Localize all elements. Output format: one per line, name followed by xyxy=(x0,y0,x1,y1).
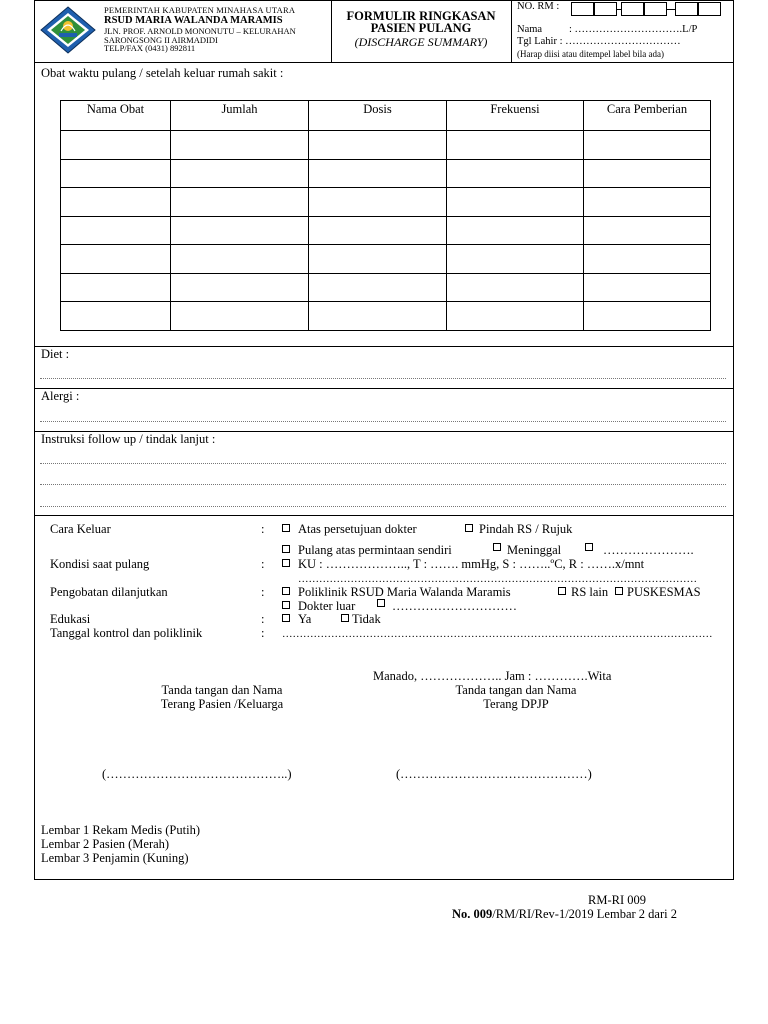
checkbox-ku[interactable] xyxy=(282,559,290,567)
form-title-line-1: FORMULIR RINGKASAN xyxy=(346,9,496,23)
col-cara-pemberian: Cara Pemberian xyxy=(584,101,711,131)
hospital-name: RSUD MARIA WALANDA MARAMIS xyxy=(104,15,283,26)
address-line-1: JLN. PROF. ARNOLD MONONUTU – KELURAHAN xyxy=(104,26,296,36)
divider-details xyxy=(34,515,734,516)
edukasi-label: Edukasi xyxy=(50,612,91,626)
opt-dokter-luar: Dokter luar xyxy=(298,599,356,613)
checkbox-lainnya[interactable] xyxy=(585,543,593,551)
table-cell[interactable] xyxy=(584,131,711,160)
checkbox-tidak[interactable] xyxy=(341,614,349,622)
table-cell[interactable] xyxy=(171,273,309,302)
table-cell[interactable] xyxy=(61,188,171,217)
checkbox-rs-lain[interactable] xyxy=(558,587,566,595)
diet-label: Diet : xyxy=(41,347,70,361)
table-cell[interactable] xyxy=(584,302,711,331)
sign-left-name[interactable]: (……………………………………..) xyxy=(102,767,292,781)
diet-field[interactable] xyxy=(40,378,726,379)
sign-right-line-2: Terang DPJP xyxy=(483,697,549,711)
form-number xyxy=(452,907,677,921)
opt-permintaan-sendiri: Pulang atas permintaan sendiri xyxy=(298,543,452,557)
checkbox-dokter-luar-2[interactable] xyxy=(377,599,385,607)
instruksi-line-1[interactable] xyxy=(40,463,726,464)
instruksi-label: Instruksi follow up / tindak lanjut : xyxy=(41,432,216,446)
table-cell[interactable] xyxy=(447,159,584,188)
opt-persetujuan-dokter: Atas persetujuan dokter xyxy=(298,522,417,536)
table-row xyxy=(61,302,711,331)
table-cell[interactable] xyxy=(171,159,309,188)
opt-tidak: Tidak xyxy=(352,612,381,626)
opt-lainnya-dots[interactable]: …………………. xyxy=(603,543,694,557)
table-row xyxy=(61,245,711,274)
alergi-field[interactable] xyxy=(40,421,726,422)
rm-box-1[interactable] xyxy=(571,2,594,16)
tgl-lahir-field[interactable]: Tgl Lahir : …………………………… xyxy=(517,36,681,47)
rm-box-2[interactable] xyxy=(594,2,617,16)
table-row xyxy=(61,131,711,160)
instruksi-line-2[interactable] xyxy=(40,484,726,485)
instruksi-line-3[interactable] xyxy=(40,506,726,507)
phone-line: TELP/FAX (0431) 892811 xyxy=(104,43,196,53)
checkbox-persetujuan[interactable] xyxy=(282,524,290,532)
sign-left-line-2: Terang Pasien /Keluarga xyxy=(160,697,284,711)
opt-rs-lain: RS lain xyxy=(571,585,609,599)
table-cell[interactable] xyxy=(584,245,711,274)
form-title-line-2: PASIEN PULANG xyxy=(370,21,472,35)
table-cell[interactable] xyxy=(309,188,447,217)
table-cell[interactable] xyxy=(61,131,171,160)
rm-box-3[interactable] xyxy=(621,2,644,16)
table-cell[interactable] xyxy=(61,302,171,331)
sign-right-line-1: Tanda tangan dan Nama xyxy=(455,683,577,697)
table-cell[interactable] xyxy=(309,245,447,274)
checkbox-puskesmas[interactable] xyxy=(615,587,623,595)
form-code: RM-RI 009 xyxy=(588,893,646,907)
table-cell[interactable] xyxy=(61,245,171,274)
kondisi-label: Kondisi saat pulang xyxy=(50,557,150,571)
address-line-2: SARONGSONG II AIRMADIDI xyxy=(104,35,218,45)
copy-line-1: Lembar 1 Rekam Medis (Putih) xyxy=(41,823,200,837)
table-cell[interactable] xyxy=(309,159,447,188)
col-dosis: Dosis xyxy=(309,101,447,131)
opt-meninggal: Meninggal xyxy=(507,543,562,557)
table-cell[interactable] xyxy=(447,131,584,160)
kondisi-vitals[interactable]: KU : ……………….., T : ……. mmHg, S : ……..ºC, R : …….x/mnt xyxy=(298,557,645,571)
checkbox-poliklinik[interactable] xyxy=(282,587,290,595)
checkbox-meninggal[interactable] xyxy=(493,543,501,551)
table-cell[interactable] xyxy=(309,216,447,245)
checkbox-ya[interactable] xyxy=(282,614,290,622)
hospital-logo-icon xyxy=(39,5,97,55)
table-cell[interactable] xyxy=(584,216,711,245)
table-row xyxy=(61,273,711,302)
divider-diet xyxy=(34,346,734,347)
gov-name: PEMERINTAH KABUPATEN MINAHASA UTARA xyxy=(104,5,296,15)
label-note: (Harap diisi atau ditempel label bila ada) xyxy=(517,49,664,59)
opt-ya: Ya xyxy=(298,612,312,626)
place-date-time[interactable]: Manado, ……………….. Jam : ………….Wita xyxy=(373,669,612,683)
divider-alergi xyxy=(34,388,734,389)
col-jumlah: Jumlah xyxy=(171,101,309,131)
colon: : xyxy=(261,557,265,571)
table-cell[interactable] xyxy=(447,245,584,274)
medications-table xyxy=(60,100,711,331)
table-cell[interactable] xyxy=(447,273,584,302)
colon: : xyxy=(261,626,265,640)
alergi-label: Alergi : xyxy=(41,389,80,403)
form-revision: /RM/RI/Rev-1/2019 Lembar 2 dari 2 xyxy=(492,907,677,921)
table-cell[interactable] xyxy=(171,245,309,274)
checkbox-aps[interactable] xyxy=(282,545,290,553)
table-cell[interactable] xyxy=(61,159,171,188)
table-cell[interactable] xyxy=(447,188,584,217)
opt-poliklinik: Poliklinik RSUD Maria Walanda Maramis xyxy=(298,585,511,599)
table-cell[interactable] xyxy=(584,188,711,217)
form-title-english: (DISCHARGE SUMMARY) xyxy=(354,35,488,49)
table-cell[interactable] xyxy=(447,302,584,331)
table-cell[interactable] xyxy=(309,131,447,160)
rm-box-5[interactable] xyxy=(675,2,698,16)
table-cell[interactable] xyxy=(171,216,309,245)
rm-box-4[interactable] xyxy=(644,2,667,16)
pengobatan-label: Pengobatan dilanjutkan xyxy=(50,585,168,599)
sign-left-line-1: Tanda tangan dan Nama xyxy=(161,683,283,697)
col-nama-obat: Nama Obat xyxy=(61,101,171,131)
table-cell[interactable] xyxy=(171,131,309,160)
table-cell[interactable] xyxy=(447,216,584,245)
table-row xyxy=(61,216,711,245)
table-cell[interactable] xyxy=(61,273,171,302)
opt-puskesmas: PUSKESMAS xyxy=(627,585,701,599)
table-cell[interactable] xyxy=(61,216,171,245)
table-row xyxy=(61,188,711,217)
rm-box-6[interactable] xyxy=(698,2,721,16)
header-divider-2 xyxy=(511,0,512,62)
table-cell[interactable] xyxy=(171,188,309,217)
table-cell[interactable] xyxy=(309,302,447,331)
rm-separator-2 xyxy=(667,9,675,10)
opt-pindah-rs: Pindah RS / Rujuk xyxy=(479,522,573,536)
checkbox-dokter-luar[interactable] xyxy=(282,601,290,609)
copy-line-2: Lembar 2 Pasien (Merah) xyxy=(41,837,170,851)
header-bottom-line xyxy=(34,62,734,63)
kontrol-label: Tanggal kontrol dan poliklinik xyxy=(50,626,203,640)
cara-keluar-label: Cara Keluar xyxy=(50,522,111,536)
table-cell[interactable] xyxy=(584,273,711,302)
colon: : xyxy=(261,585,265,599)
form-number-bold: No. 009 xyxy=(452,907,493,921)
copy-line-3: Lembar 3 Penjamin (Kuning) xyxy=(41,851,189,865)
nama-label: Nama xyxy=(517,24,543,35)
sign-right-name[interactable]: (………………………………………) xyxy=(396,767,592,781)
checkbox-pindah-rs[interactable] xyxy=(465,524,473,532)
col-frekuensi: Frekuensi xyxy=(447,101,584,131)
no-rm-label: NO. RM : xyxy=(517,1,560,12)
medications-heading: Obat waktu pulang / setelah keluar rumah sakit : xyxy=(41,66,284,80)
kondisi-extra-line[interactable]: …………………………………………………………………………………………………… xyxy=(298,574,697,585)
table-row xyxy=(61,159,711,188)
dokter-luar-dots[interactable]: ………………………… xyxy=(392,599,517,613)
colon: : xyxy=(261,612,265,626)
colon: : xyxy=(261,522,265,536)
table-cell[interactable] xyxy=(309,273,447,302)
nama-field[interactable]: : ………………………….L/P xyxy=(569,24,698,35)
table-cell[interactable] xyxy=(171,302,309,331)
table-cell[interactable] xyxy=(584,159,711,188)
kontrol-field[interactable]: …………………………………………………………………………………………………………… xyxy=(282,629,713,640)
